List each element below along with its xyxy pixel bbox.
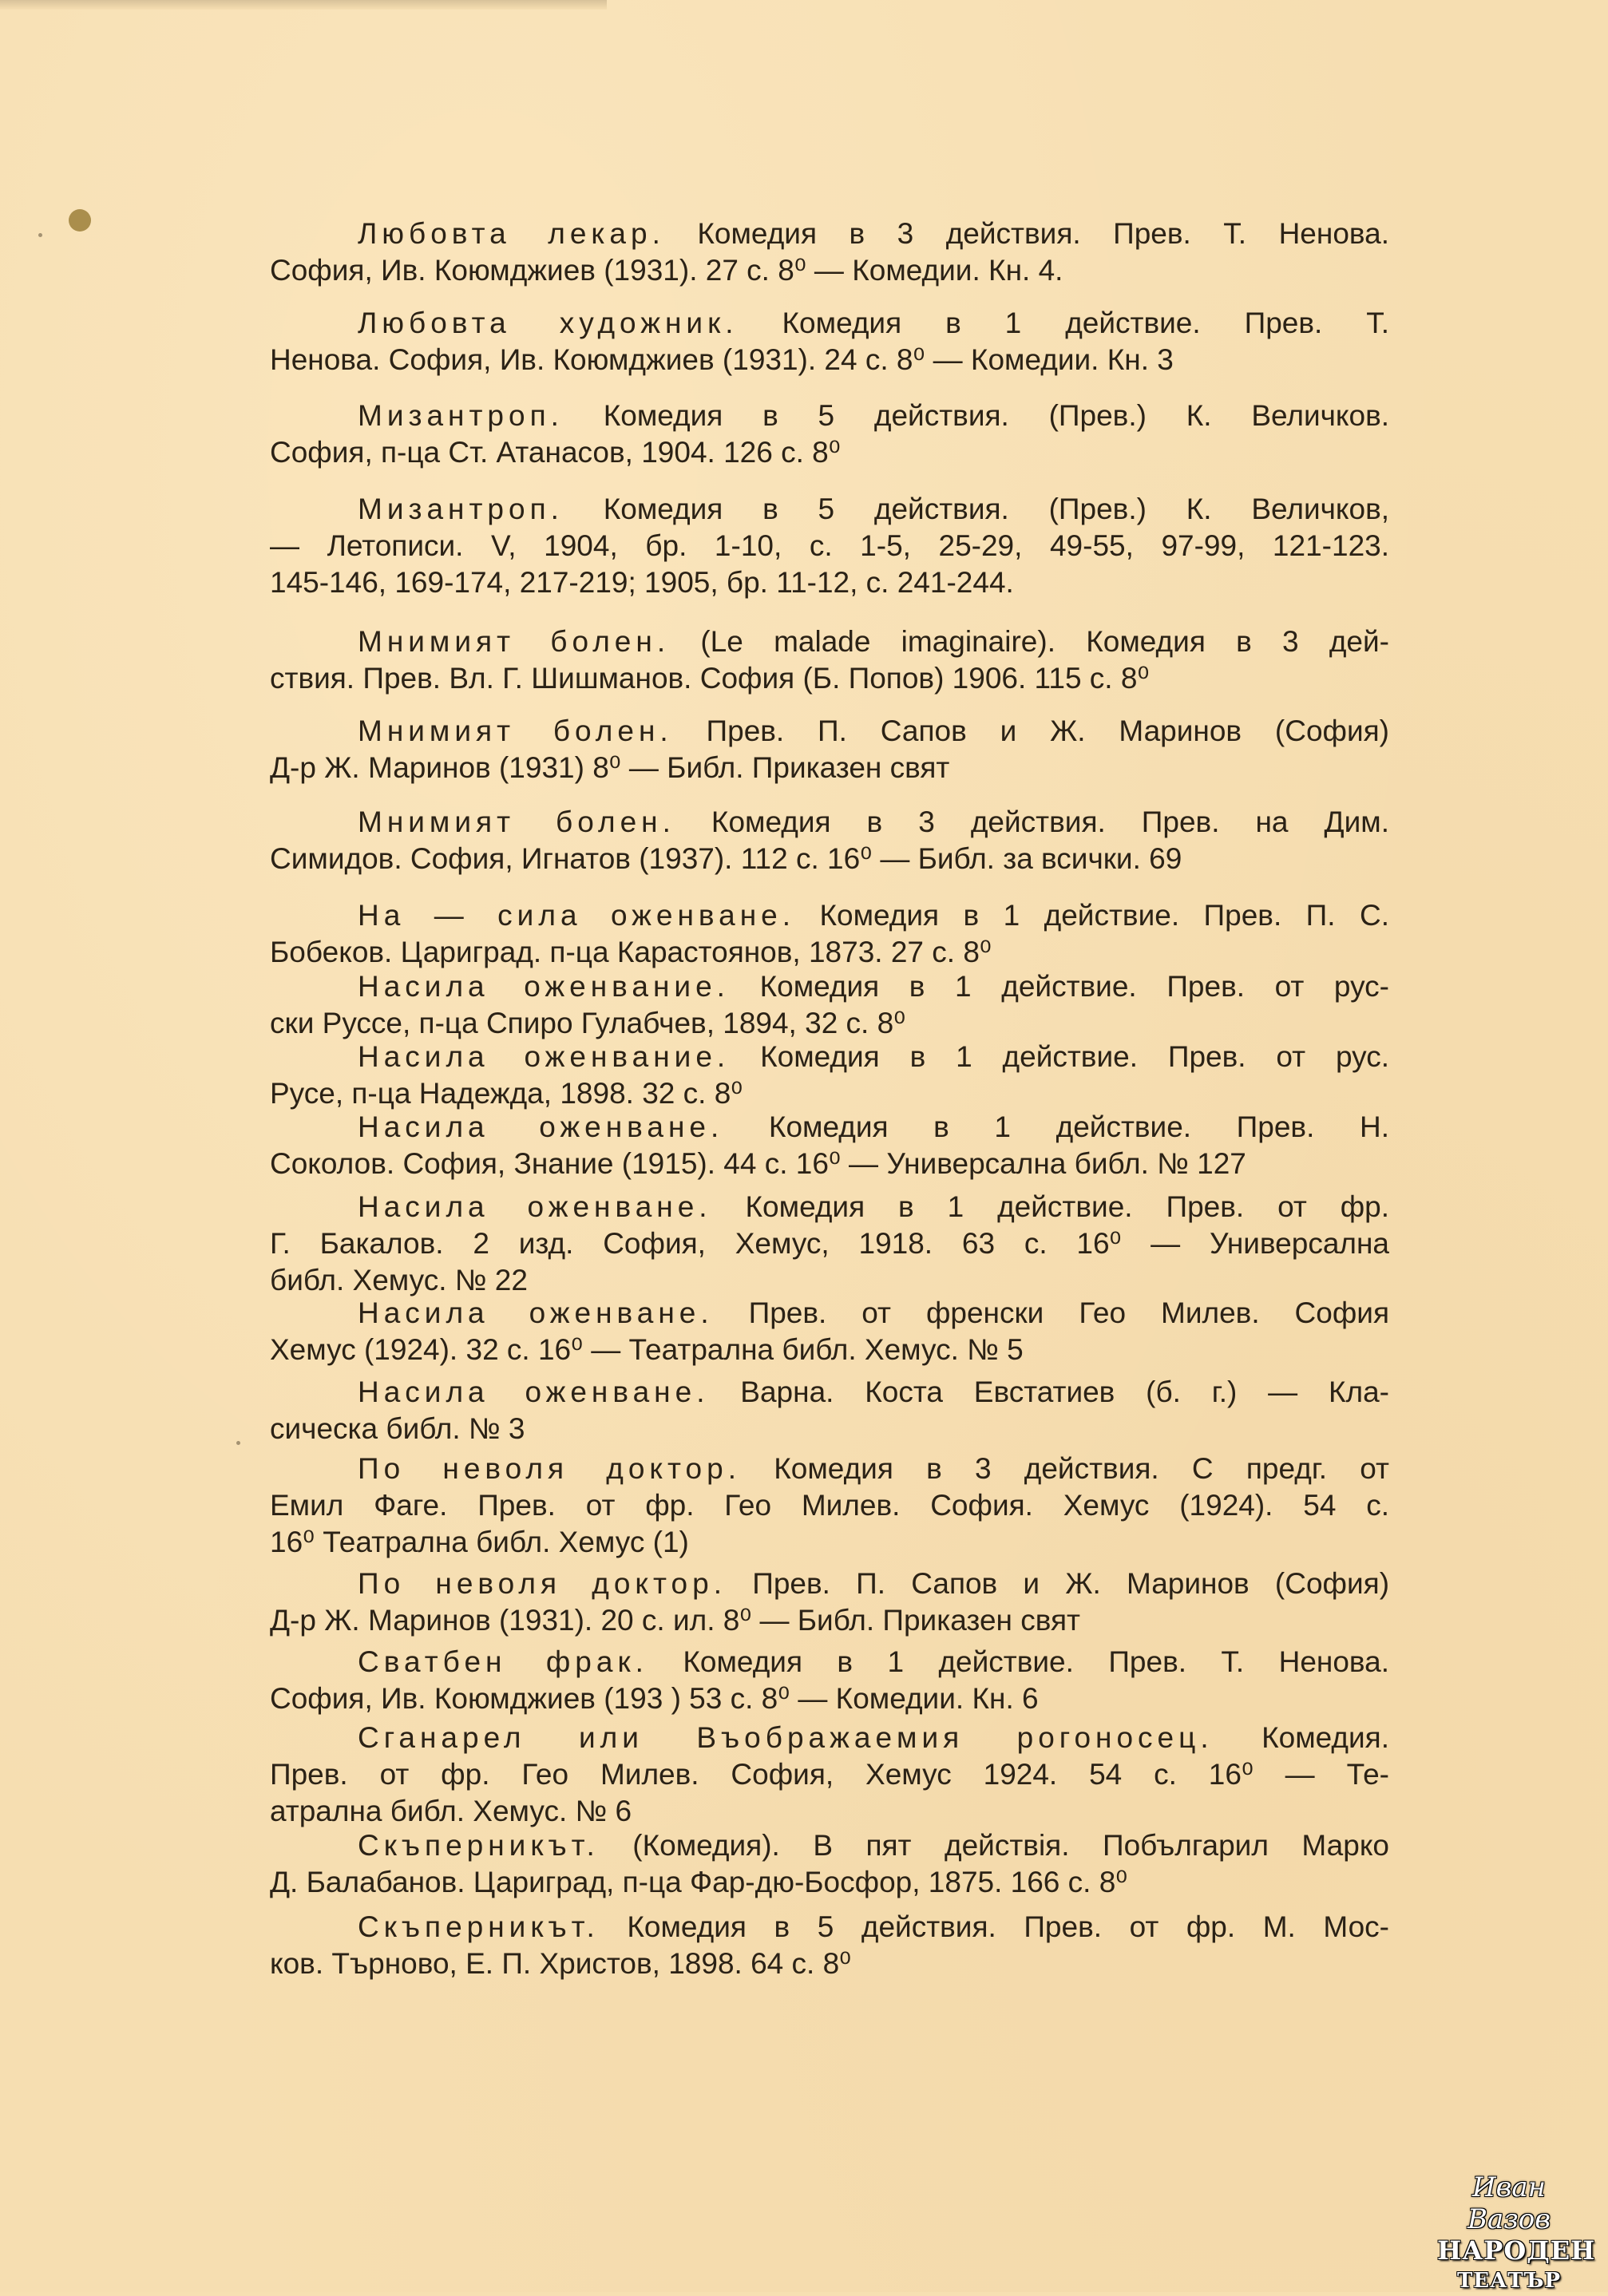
entry-text: Варна. Коста Евстатиев (б. г.) — Кла-	[740, 1376, 1389, 1408]
entry-line	[270, 528, 1389, 564]
entry-text: Комедия в 5 действия. Прев. от фр. М. Мос-	[627, 1910, 1389, 1943]
entry-title: Любовта художник.	[358, 307, 739, 339]
entry-text: Комедия в 1 действие. Прев. Т.	[782, 307, 1389, 339]
entry-text: София, п-ца Ст. Атанасов, 1904. 126 с. 8⁰	[270, 436, 841, 469]
entry-text: Хемус (1924). 32 с. 16⁰ — Театрална библ. Хемус. № 5	[270, 1333, 1024, 1366]
entry-line	[270, 434, 1389, 471]
entry-text: Комедия.	[1261, 1721, 1389, 1754]
entry-first-line	[358, 1109, 1389, 1146]
entry-title: Мнимият болен.	[358, 625, 671, 658]
entry-text: ски Руссе, п-ца Спиро Гулабчев, 1894, 32 с. 8⁰	[270, 1007, 906, 1039]
entry-line	[270, 1075, 1389, 1112]
entry-text: Д. Балабанов. Цариград, п-ца Фар-дю-Босфор, 1875. 166 с. 8⁰	[270, 1866, 1128, 1898]
entry-first-line	[358, 713, 1389, 750]
logo-line-1: НАРОДЕН	[1437, 2235, 1596, 2266]
entry-first-line	[358, 1039, 1389, 1075]
entry-line	[270, 841, 1389, 877]
entry-text: Симидов. София, Игнатов (1937). 112 с. 16⁰ — Библ. за всички. 69	[270, 842, 1182, 875]
entry-text: Комедия в 3 действия. С предг. от	[774, 1452, 1389, 1485]
entry-line	[270, 750, 1389, 786]
paper-stain	[69, 209, 91, 232]
entry-text: Прев. П. Сапов и Ж. Маринов (София)	[706, 715, 1389, 747]
entry-text: 16⁰ Театрална библ. Хемус (1)	[270, 1526, 689, 1558]
entry-text: ков. Търново, Е. П. Христов, 1898. 64 с. 8⁰	[270, 1947, 852, 1980]
entry-title: Мнимият болен.	[358, 806, 675, 838]
entry-text: ствия. Прев. Вл. Г. Шишманов. София (Б. Попов) 1906. 115 с. 8⁰	[270, 662, 1150, 695]
entry-line	[270, 1756, 1389, 1793]
entry-title: Насила оженване.	[358, 1110, 724, 1143]
entry-title: Мнимият болен.	[358, 715, 673, 747]
entry-text: Бобеков. Цариград. п-ца Карастоянов, 1873. 27 с. 8⁰	[270, 936, 992, 968]
entry-line	[270, 1146, 1389, 1182]
entry-first-line	[358, 398, 1389, 434]
entry-first-line	[358, 623, 1389, 660]
entry-first-line	[358, 1566, 1389, 1602]
entry-title: Насила оженване.	[358, 1376, 710, 1408]
entry-text: Емил Фаге. Прев. от фр. Гео Милев. София. Хемус (1924). 54 с.	[270, 1489, 1389, 1522]
entry-text: София, Ив. Коюмджиев (193 ) 53 с. 8⁰ — Комедии. Кн. 6	[270, 1682, 1039, 1715]
entry-title: Скъперникът.	[358, 1910, 600, 1943]
entry-first-line	[358, 1374, 1389, 1411]
entry-line	[270, 1487, 1389, 1524]
entry-first-line	[358, 1644, 1389, 1680]
entry-first-line	[358, 1189, 1389, 1225]
paper-speck	[236, 1441, 240, 1445]
entry-text: библ. Хемус. № 22	[270, 1264, 528, 1296]
entry-text: Комедия в 1 действие. Прев. Н.	[768, 1110, 1389, 1143]
entry-title: Насила оженване.	[358, 1190, 712, 1223]
entry-text: Русе, п-ца Надежда, 1898. 32 с. 8⁰	[270, 1077, 743, 1110]
entry-text: Комедия в 1 действие. Прев. от рус.	[760, 1040, 1389, 1073]
entry-title: Насила оженвание.	[358, 970, 730, 1003]
entry-first-line	[358, 1720, 1389, 1756]
entry-first-line	[358, 1451, 1389, 1487]
entry-line	[270, 1005, 1389, 1042]
entry-text: Комедия в 1 действие. Прев. от рус-	[759, 970, 1389, 1003]
entry-line	[270, 342, 1389, 378]
entry-line	[270, 252, 1389, 289]
entry-text: атрална библ. Хемус. № 6	[270, 1795, 632, 1827]
entry-text: Ненова. София, Ив. Коюмджиев (1931). 24 с. 8⁰ — Комедии. Кн. 3	[270, 343, 1174, 376]
entry-title: Сганарел или Въображаемия рогоносец.	[358, 1721, 1214, 1754]
entry-text: Г. Бакалов. 2 изд. София, Хемус, 1918. 63 с. 16⁰ — Универсална	[270, 1227, 1389, 1260]
entry-title: Насила оженване.	[358, 1296, 714, 1329]
entry-first-line	[358, 897, 1389, 934]
entry-title: Любовта лекар.	[358, 217, 665, 250]
entry-text: Д-р Ж. Маринов (1931). 20 с. ил. 8⁰ — Библ. Приказен свят	[270, 1604, 1080, 1637]
entry-text: Прев. от френски Гео Милев. София	[748, 1296, 1389, 1329]
entry-text: Комедия в 5 действия. (Прев.) К. Величков.	[603, 399, 1389, 432]
entry-text: Соколов. София, Знание (1915). 44 с. 16⁰ — Универсална библ. № 127	[270, 1147, 1246, 1180]
entry-title: Скъперникът.	[358, 1829, 600, 1862]
entry-line	[270, 1332, 1389, 1368]
entry-text: — Летописи. V, 1904, бр. 1-10, с. 1-5, 25-29, 49-55, 97-99, 121-123.	[270, 529, 1389, 562]
entry-text: Комедия в 1 действие. Прев. Т. Ненова.	[683, 1645, 1389, 1678]
entry-text: Комедия в 1 действие. Прев. П. С.	[819, 899, 1389, 932]
entry-line	[270, 564, 1389, 601]
logo-signature: Иван Вазов	[1467, 2171, 1551, 2235]
entry-first-line	[358, 1295, 1389, 1332]
entry-text: Прев. от фр. Гео Милев. София, Хемус 1924. 54 с. 16⁰ — Те-	[270, 1758, 1389, 1791]
entry-line	[270, 1262, 1389, 1299]
entry-line	[270, 1602, 1389, 1639]
logo-line-2: ТЕАТЪР	[1456, 2269, 1562, 2293]
entry-title: Мизантроп.	[358, 493, 564, 525]
entry-first-line	[358, 1909, 1389, 1946]
entry-text: София, Ив. Коюмджиев (1931). 27 с. 8⁰ — Комедии. Кн. 4.	[270, 254, 1063, 287]
entry-text: Комедия в 5 действия. (Прев.) К. Величков,	[603, 493, 1389, 525]
entry-text: Комедия в 3 действия. Прев. Т. Ненова.	[697, 217, 1389, 250]
entry-line	[270, 660, 1389, 697]
entry-title: Насила оженвание.	[358, 1040, 731, 1073]
entry-text: (Комедия). В пят действія. Побългарил Марко	[632, 1829, 1389, 1862]
entry-text: Комедия в 3 действия. Прев. на Дим.	[711, 806, 1389, 838]
entry-text: сическа библ. № 3	[270, 1412, 525, 1445]
entry-text: Комедия в 1 действие. Прев. от фр.	[745, 1190, 1389, 1223]
entry-line	[270, 1864, 1389, 1901]
entry-first-line	[358, 491, 1389, 528]
entry-line	[270, 1225, 1389, 1262]
entry-title: По неволя доктор.	[358, 1452, 741, 1485]
entry-line	[270, 1793, 1389, 1830]
entry-title: По неволя доктор.	[358, 1567, 727, 1600]
entry-text: Д-р Ж. Маринов (1931) 8⁰ — Библ. Приказен свят	[270, 751, 950, 784]
entry-text: (Le malade imaginaire). Комедия в 3 дей-	[700, 625, 1389, 658]
entry-line	[270, 934, 1389, 971]
entry-first-line	[358, 1827, 1389, 1864]
entry-first-line	[358, 305, 1389, 342]
entry-line	[270, 1524, 1389, 1561]
entry-text: 145-146, 169-174, 217-219; 1905, бр. 11-12, с. 241-244.	[270, 566, 1014, 599]
entry-first-line	[358, 804, 1389, 841]
entry-first-line	[358, 216, 1389, 252]
entry-line	[270, 1680, 1389, 1717]
theatre-logo	[1437, 2171, 1596, 2293]
entry-line	[270, 1946, 1389, 1982]
page-edge-shadow	[0, 0, 607, 10]
entry-title: Мизантроп.	[358, 399, 564, 432]
entry-title: На — сила оженване.	[358, 899, 795, 932]
paper-speck	[38, 233, 42, 237]
entry-text: Прев. П. Сапов и Ж. Маринов (София)	[752, 1567, 1389, 1600]
entry-title: Сватбен фрак.	[358, 1645, 648, 1678]
entry-first-line	[358, 968, 1389, 1005]
entry-line	[270, 1411, 1389, 1447]
